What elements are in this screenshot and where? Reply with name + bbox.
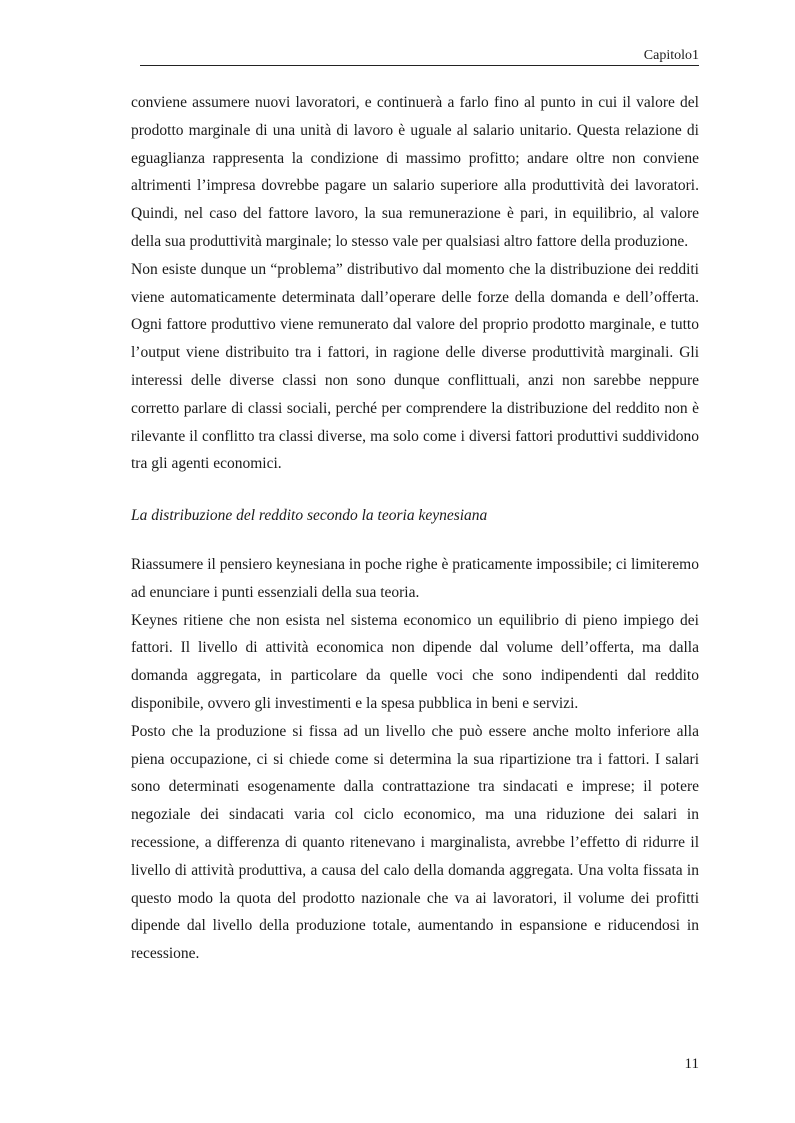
paragraph: Riassumere il pensiero keynesiana in poche righe è praticamente impossibile; ci limiteremo ad enunciare i punti essenziali della sua teoria. <box>131 555 699 601</box>
page-body <box>131 89 699 968</box>
paragraph: conviene assumere nuovi lavoratori, e continuerà a farlo fino al punto in cui il valore del prodotto marginale di una unità di lavoro è uguale al salario unitario. Questa relazione di eguaglianza rappresenta la condizione di massimo profitto; andare oltre non conviene altrimenti l’impresa dovrebbe pagare un salario superiore alla produttività dei lavoratori. Quindi, nel caso del fattore lavoro, la sua remunerazione è pari, in equilibrio, al valore della sua produttività marginale; lo stesso vale per qualsiasi altro fattore della produzione. <box>131 94 699 250</box>
paragraph: Non esiste dunque un “problema” distributivo dal momento che la distribuzione dei redditi viene automaticamente determinata dall’operare delle forze della domanda e dell’offerta. Ogni fattore produttivo viene remunerato dal valore del proprio prodotto marginale, e tutto l’output viene distribuito tra i fattori, in ragione delle diverse produttività marginali. Gli interessi delle diverse classi non sono dunque conflittuali, anzi non sarebbe neppure corretto parlare di classi sociali, perché per comprendere la distribuzione del reddito non è rilevante il conflitto tra classi diverse, ma solo come i diversi fattori produttivi suddividono tra gli agenti economici. <box>131 260 699 473</box>
running-header <box>140 48 699 66</box>
page-number: 11 <box>684 1056 699 1072</box>
paragraph: Posto che la produzione si fissa ad un livello che può essere anche molto inferiore alla piena occupazione, ci si chiede come si determina la sua ripartizione tra i fattori. I salari sono determinati esogenamente dalla contrattazione tra sindacati e imprese; il potere negoziale dei sindacati varia col ciclo economico, ma una riduzione dei salari in recessione, a differenza di quanto ritenevano i marginalista, avrebbe l’effetto di ridurre il livello di attività produttiva, a causa del calo della domanda aggregata. Una volta fissata in questo modo la quota del prodotto nazionale che va ai lavoratori, il volume dei profitti dipende dal livello della produzione totale, aumentando in espansione e riducendosi in recessione. <box>131 722 699 963</box>
chapter-title: Capitolo1 <box>643 48 699 63</box>
section-heading: La distribuzione del reddito secondo la teoria keynesiana <box>131 507 488 525</box>
paragraph: Keynes ritiene che non esista nel sistema economico un equilibrio di pieno impiego dei fattori. Il livello di attività economica non dipende dal volume dell’offerta, ma dalla domanda aggregata, in particolare da quelle voci che sono indipendenti dal reddito disponibile, ovvero gli investimenti e la spesa pubblica in beni e servizi. <box>131 611 699 712</box>
